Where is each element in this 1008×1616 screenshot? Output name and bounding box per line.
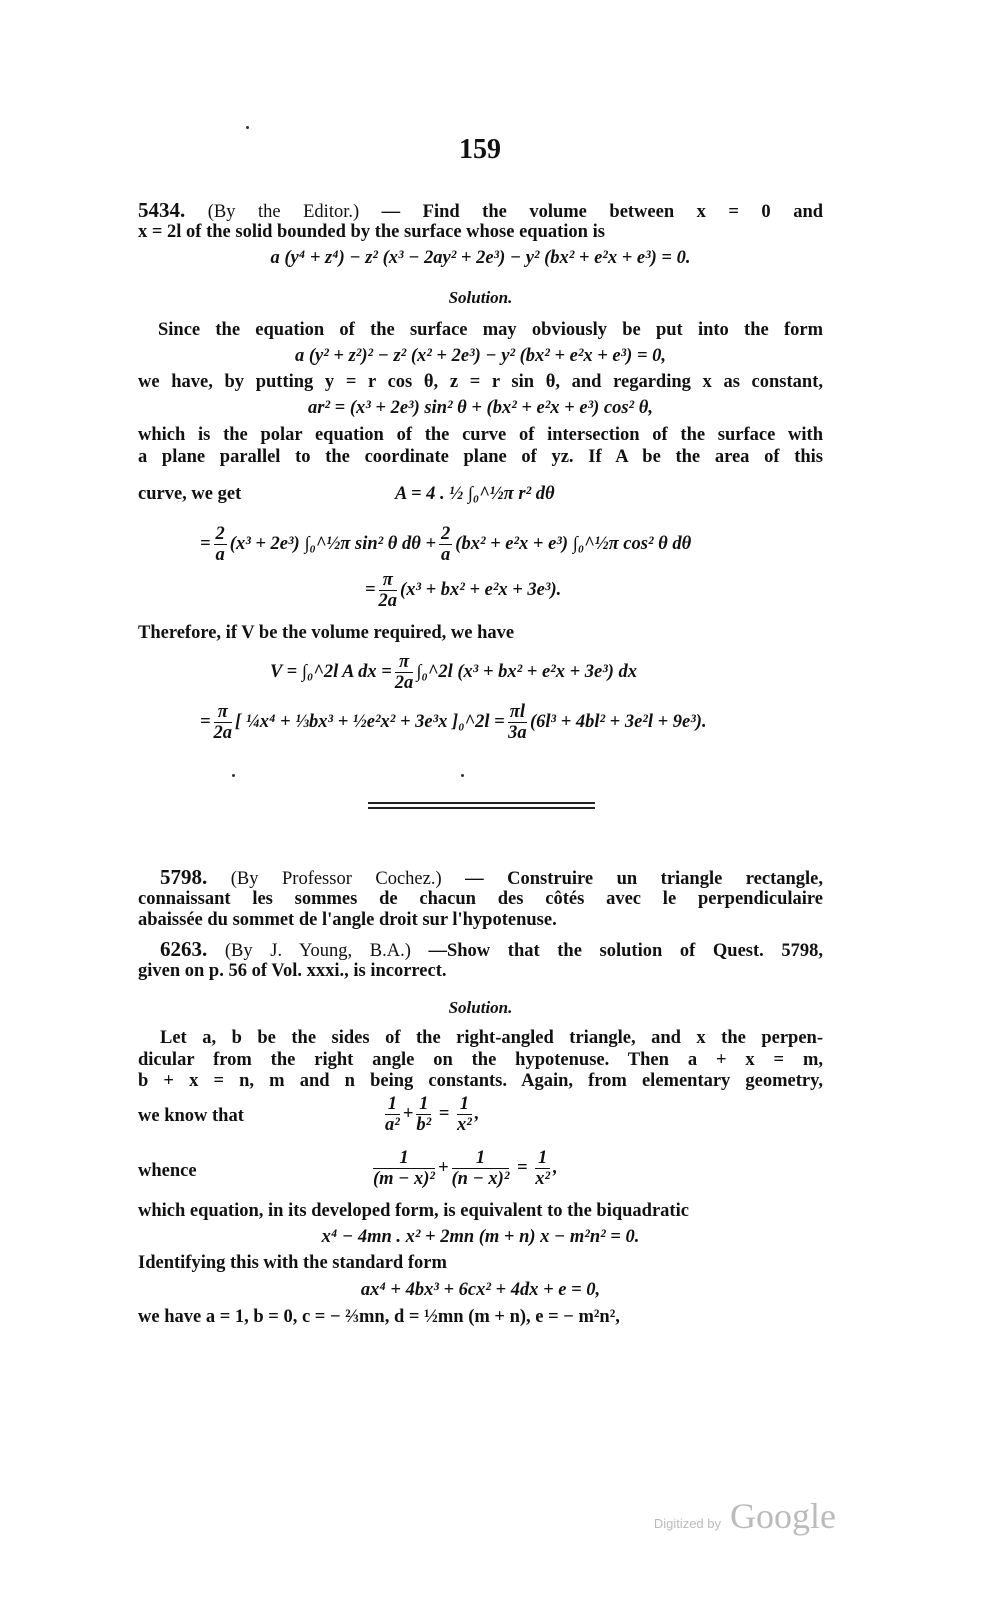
area-result: = $\frac{\pi}{2a}$ (x³ + bx² + e²x + 3e³). xyxy=(365,570,562,611)
volume-equation: V = ∫₀^2l A dx = $\frac{\pi}{2a}$ ∫₀^2l (x³ + bx² + e²x + 3e³) dx xyxy=(270,652,638,693)
section-divider xyxy=(368,802,595,804)
question-byline: (By the Editor.) xyxy=(207,202,360,222)
area-equation: A = 4 . ½ ∫₀^½π r² dθ xyxy=(395,484,555,504)
question-number: 5434. xyxy=(138,198,186,222)
substituted-equation: $\frac{1}{\text{(m − x)²}}$ + $\frac{1}{\text{(n − x)²}}$ = $\frac{1}{\text{x²}}$ , xyxy=(373,1148,558,1189)
question-text: — Find the volume between x = 0 and xyxy=(381,202,824,222)
solution-line: Let a, b be the sides of the right-angled triangle, and x the perpen- xyxy=(160,1028,823,1048)
question-number: 6263. xyxy=(160,937,208,961)
q5798-text: connaissant les sommes de chacun des côtés avec le perpendiculaire xyxy=(138,889,823,909)
solution-line: a plane parallel to the coordinate plane of yz. If A be the area of this xyxy=(138,447,823,467)
equation: a (y² + z²)² − z² (x² + 2e³) − y² (bx² + e²x + e³) = 0, xyxy=(294,346,666,366)
solution-line: which is the polar equation of the curve of intersection of the surface with xyxy=(138,425,823,445)
q6263-header xyxy=(160,938,823,962)
question-text: —Show that the solution of Quest. 5798, xyxy=(428,941,824,961)
solution-heading: Solution. xyxy=(448,288,513,307)
solution-line: Identifying this with the standard form xyxy=(138,1253,447,1273)
page-number: 159 xyxy=(459,134,501,165)
solution-line: which equation, in its developed form, is equivalent to the biquadratic xyxy=(138,1201,689,1221)
question-text: — Construire un triangle rectangle, xyxy=(465,869,824,889)
q5434-header xyxy=(138,199,823,223)
q6263-text: given on p. 56 of Vol. xxxi., is incorrect. xyxy=(138,961,447,981)
question-number: 5798. xyxy=(160,865,208,889)
coefficient-result: we have a = 1, b = 0, c = − ⅔mn, d = ½mn (m + n), e = − m²n², xyxy=(138,1307,620,1327)
solution-line: Therefore, if V be the volume required, we have xyxy=(138,623,515,643)
solution-line: we have, by putting y = r cos θ, z = r sin θ, and regarding x as constant, xyxy=(138,372,823,392)
scan-speck xyxy=(232,774,235,777)
question-byline: (By J. Young, B.A.) xyxy=(224,941,411,961)
section-divider xyxy=(368,807,595,809)
solution-line: dicular from the right angle on the hypotenuse. Then a + x = m, xyxy=(138,1050,823,1070)
q5798-text: abaissée du sommet de l'angle droit sur l'hypotenuse. xyxy=(138,910,557,930)
solution-line: we know that xyxy=(138,1106,244,1126)
q5434-text: x = 2l of the solid bounded by the surface whose equation is xyxy=(138,222,605,242)
scan-speck xyxy=(246,126,249,129)
q5798-header xyxy=(160,866,823,890)
digitized-by-google-watermark: Digitized by Google xyxy=(653,1496,836,1536)
solution-line: b + x = n, m and n being constants. Again, from elementary geometry, xyxy=(138,1071,823,1091)
volume-result: = $\frac{\pi}{2a}$ [ ¼x⁴ + ⅓bx³ + ½e²x² + 3e³x ]₀^2l = $\frac{\pi l}{3a}$ (6l³ + 4bl² + 3e²l + 9e³). xyxy=(200,702,707,743)
biquadratic-equation: x⁴ − 4mn . x² + 2mn (m + n) x − m²n² = 0. xyxy=(321,1227,640,1247)
scan-speck xyxy=(461,774,464,777)
solution-line: curve, we get xyxy=(138,484,242,504)
solution-heading: Solution. xyxy=(448,998,513,1017)
area-expansion: = $\frac{2}{a}$ (x³ + 2e³) ∫₀^½π sin² θ dθ + $\frac{2}{a}$ (bx² + e²x + e³) ∫₀^½π cos² θ dθ xyxy=(200,524,692,565)
reciprocal-equation: $\frac{1}{\text{a²}}$ + $\frac{1}{\text{b²}}$ = $\frac{1}{\text{x²}}$ , xyxy=(385,1094,480,1135)
q5434-equation: a (y⁴ + z⁴) − z² (x³ − 2ay² + 2e³) − y² (bx² + e²x + e³) = 0. xyxy=(270,248,691,268)
equation: ar² = (x³ + 2e³) sin² θ + (bx² + e²x + e³) cos² θ, xyxy=(308,398,653,418)
solution-line: Since the equation of the surface may obviously be put into the form xyxy=(158,320,823,340)
solution-line: whence xyxy=(138,1161,197,1181)
question-byline: (By Professor Cochez.) xyxy=(230,869,442,889)
standard-form-equation: ax⁴ + 4bx³ + 6cx² + 4dx + e = 0, xyxy=(360,1280,601,1300)
